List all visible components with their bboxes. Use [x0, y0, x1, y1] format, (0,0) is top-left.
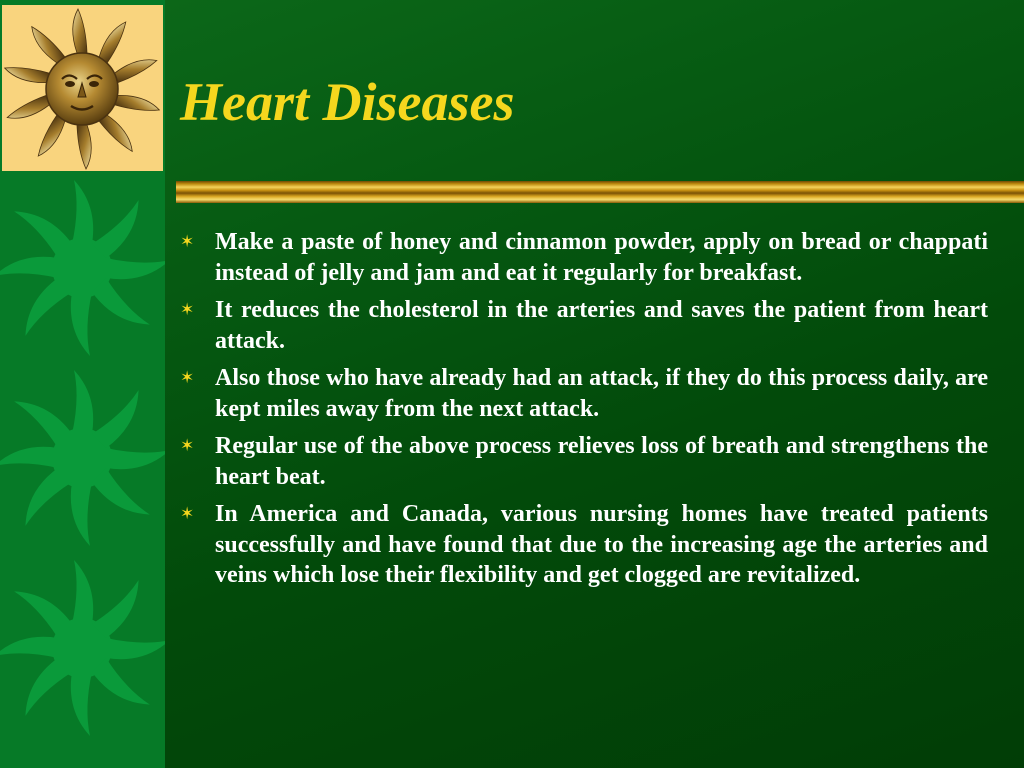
six-point-star-icon: ✶: [180, 504, 195, 523]
sun-logo-panel: [2, 5, 163, 171]
gold-divider: [176, 181, 1024, 203]
bullet-item: [180, 431, 988, 492]
star-burst-icon: [0, 558, 165, 738]
slide-content: [180, 227, 988, 598]
bullet-item: [180, 295, 988, 356]
bullet-list: [180, 227, 988, 591]
star-burst-icon: [0, 178, 165, 358]
bullet-item: [180, 499, 988, 591]
star-burst-icon: [0, 368, 165, 548]
decorative-sidebar: [0, 0, 165, 768]
six-point-star-icon: ✶: [180, 232, 195, 251]
six-point-star-icon: ✶: [180, 436, 195, 455]
six-point-star-icon: ✶: [180, 368, 195, 387]
bullet-item: [180, 363, 988, 424]
bullet-text: In America and Canada, various nursing homes have treated patients successfully and have found that due to the increasing age the arteries and veins which lose their flexibility and get clogged are revitalized.: [215, 501, 988, 588]
slide-title: Heart Diseases: [180, 72, 515, 132]
bullet-text: Make a paste of honey and cinnamon powder, apply on bread or chappati instead of jelly and jam and eat it regularly for breakfast.: [215, 229, 988, 286]
bullet-item: [180, 227, 988, 288]
six-point-star-icon: ✶: [180, 300, 195, 319]
bullet-text: It reduces the cholesterol in the arteries and saves the patient from heart attack.: [215, 297, 988, 354]
sun-face-icon: [2, 5, 163, 171]
bullet-text: Regular use of the above process relieves loss of breath and strengthens the heart beat.: [215, 433, 988, 490]
bullet-text: Also those who have already had an attack, if they do this process daily, are kept miles away from the next attack.: [215, 365, 988, 422]
